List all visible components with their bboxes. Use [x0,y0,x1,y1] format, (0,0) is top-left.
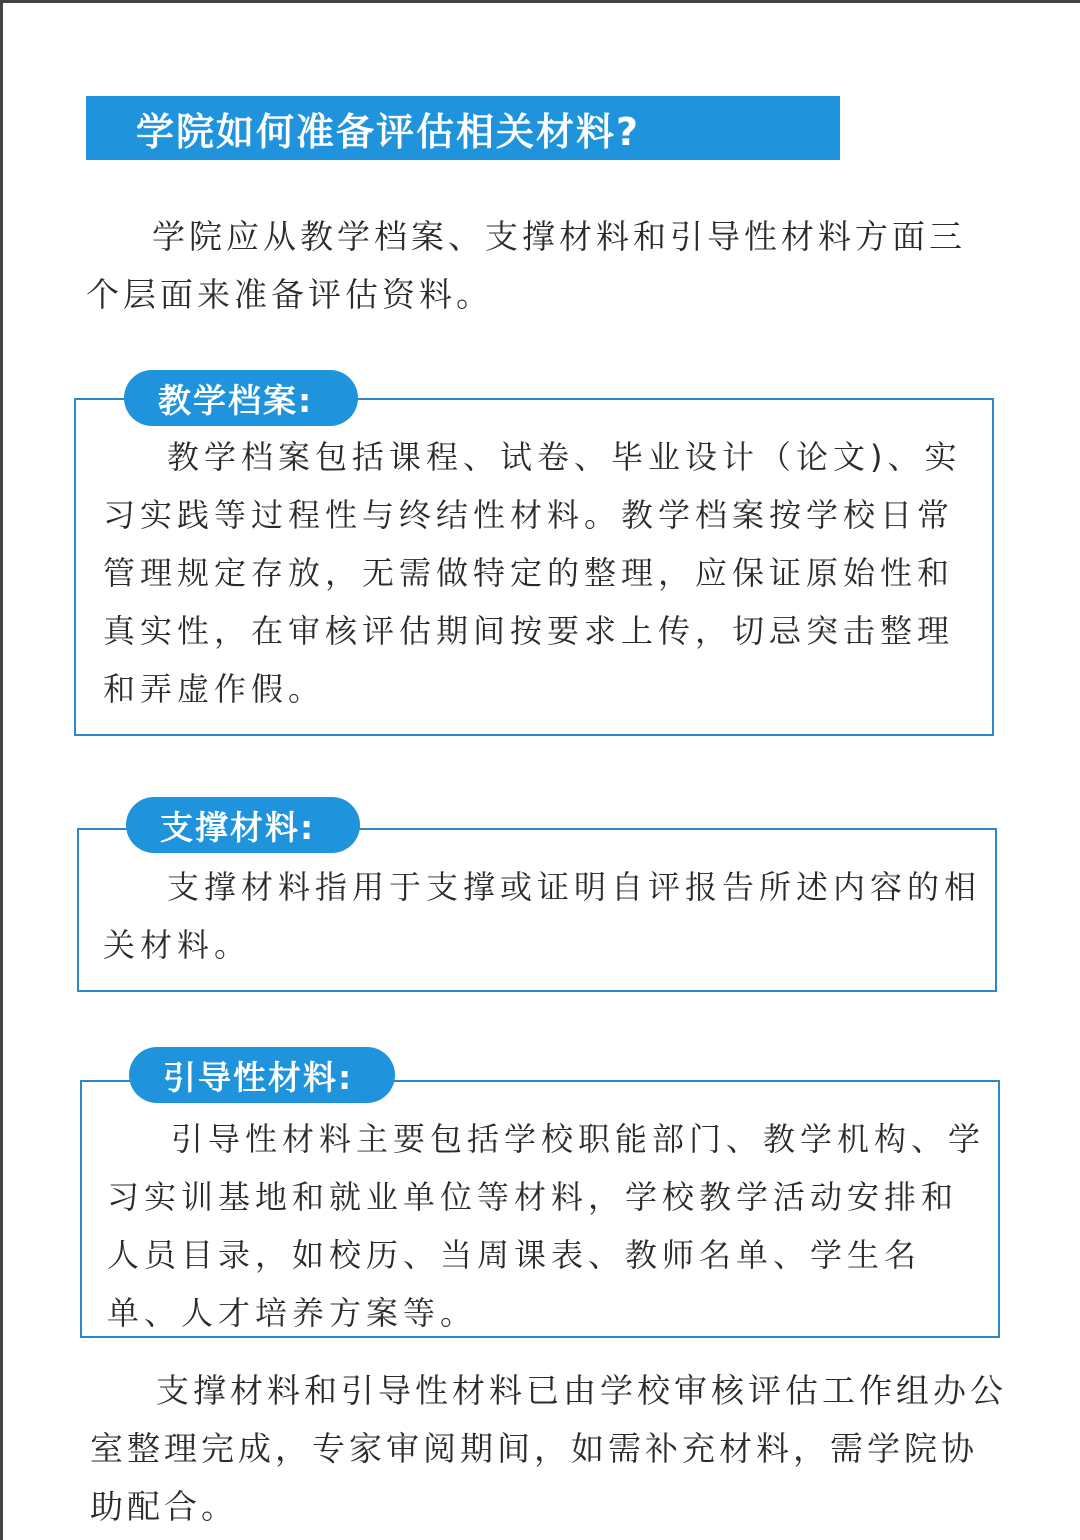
page-edge-left [0,0,3,1540]
section-label-teaching-archives: 教学档案: [124,370,358,426]
section-label-guiding-materials: 引导性材料: [129,1047,395,1103]
section-label-supporting-materials: 支撑材料: [126,797,360,853]
intro-paragraph: 学院应从教学档案、支撑材料和引导性材料方面三个层面来准备评估资料。 [86,217,966,314]
page-title: 学院如何准备评估相关材料? [136,109,641,154]
title-banner [86,96,840,160]
section-text-supporting-materials: 支撑材料指用于支撑或证明自评报告所述内容的相关材料。 [103,868,982,964]
outro-paragraph: 支撑材料和引导性材料已由学校审核评估工作组办公室整理完成，专家审阅期间，如需补充材料，需学院协助配合。 [90,1371,1007,1526]
section-text-teaching-archives: 教学档案包括课程、试卷、毕业设计（论文)、实习实践等过程性与终结性材料。教学档案按学校日常管理规定存放，无需做特定的整理，应保证原始性和真实性，在审核评估期间按要求上传，切忌突击整理和弄虚作假。 [103,438,962,708]
section-text-guiding-materials: 引导性材料主要包括学校职能部门、教学机构、学习实训基地和就业单位等材料，学校教学活动安排和人员目录，如校历、当周课表、教师名单、学生名单、人才培养方案等。 [107,1120,986,1332]
page-edge-top [0,0,1080,3]
